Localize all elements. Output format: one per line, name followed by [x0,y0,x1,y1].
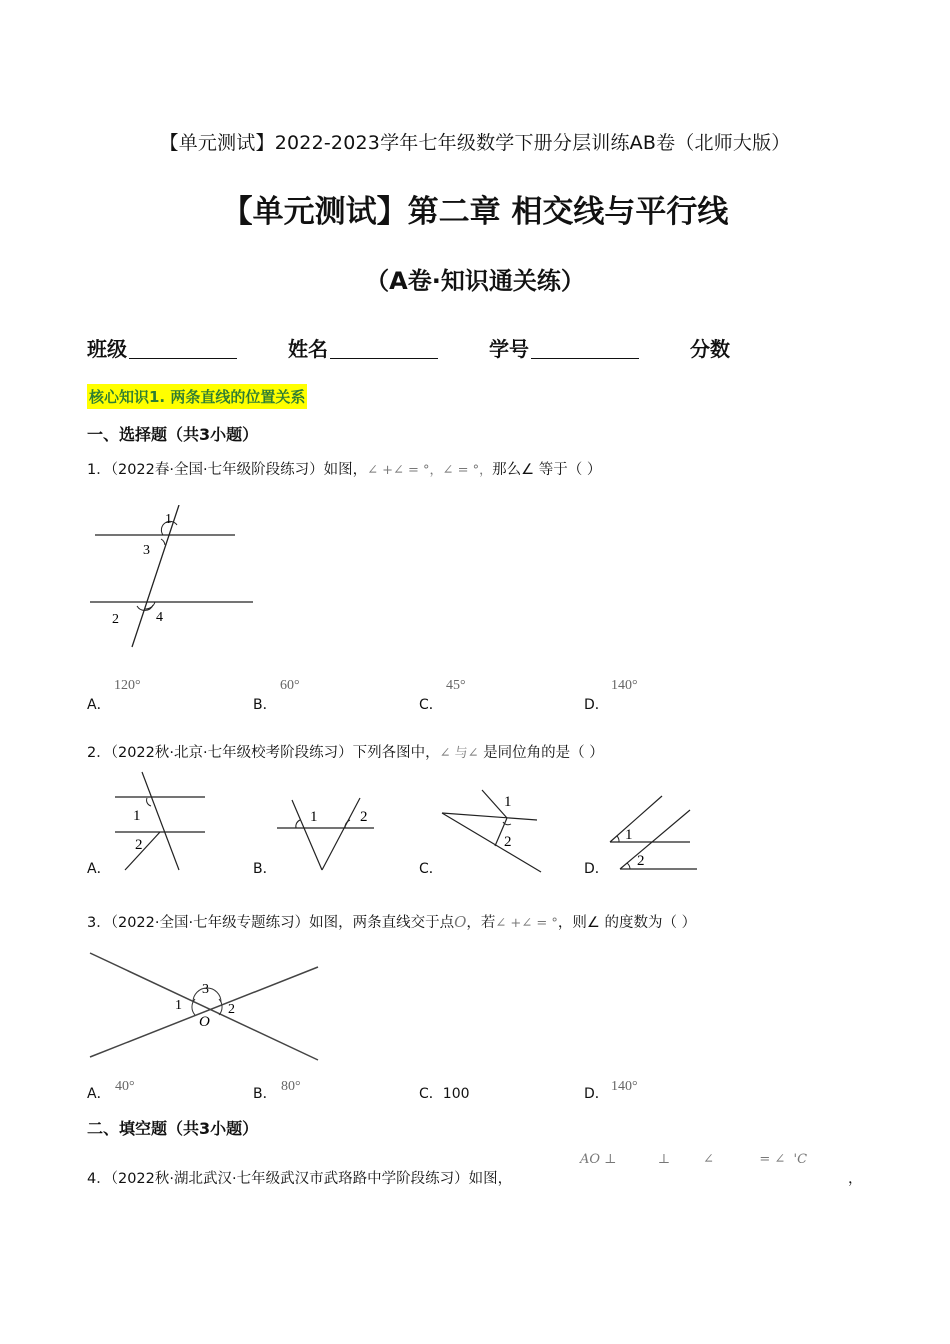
question-3-mid: ，若 [466,915,496,931]
question-1-text: 1．（2022春·全国·七年级阶段练习）如图， [87,462,368,478]
q2-option-d-letter: D． [584,861,609,877]
question-1 [87,458,601,479]
q1-option-c-value: 45° [446,678,466,693]
question-2 [87,741,604,762]
q2-figure-a [105,770,215,875]
q1-option-d-letter: D． [584,697,609,713]
question-2-suffix: 是同位角的是（ ） [478,745,604,761]
q3-label-o: O [199,1014,210,1030]
q2-figure-b [272,790,382,875]
question-1-figure [85,505,260,650]
question-3-point: O [454,913,467,931]
q2b-label-1: 1 [310,809,318,825]
q2d-label-1: 1 [625,827,633,843]
q2a-label-2: 2 [135,837,143,853]
question-2-text: 2．（2022秋·北京·七年级校考阶段练习）下列各图中， [87,745,440,761]
q3-option-b-letter: B． [253,1086,277,1102]
question-4 [87,1167,512,1188]
class-field[interactable] [87,333,237,362]
q3-label-2: 2 [228,1002,235,1017]
question-3-text: 3．（2022·全国·七年级专题练习）如图，两条直线交于点 [87,915,455,931]
q1-label-4: 4 [156,610,163,625]
q3-option-a-value: 40° [115,1079,135,1094]
section-title-choice: 一、选择题（共3小题） [87,425,259,444]
q1-option-c-letter: C． [419,697,443,713]
q1-option-c[interactable] [419,694,443,714]
q2c-label-1: 1 [504,794,512,810]
q3-option-d[interactable] [584,1083,609,1103]
q2-option-c[interactable] [419,858,443,878]
question-4-text: 4．（2022秋·湖北武汉·七年级武汉市武珞路中学阶段练习）如图， [87,1171,513,1187]
q1-option-d[interactable] [584,694,609,714]
q3-option-d-letter: D． [584,1086,609,1102]
q3-option-a[interactable] [87,1083,111,1103]
score-label: 分数 [690,337,730,361]
name-blank[interactable] [330,338,438,359]
question-4-formula: AO ⊥ ⊥ ∠ = ∠ 'C [580,1152,808,1167]
student-no-label: 学号 [489,337,529,361]
q2-figure-d [605,792,705,874]
q3-option-b[interactable] [253,1083,277,1103]
q2-option-a-letter: A． [87,861,111,877]
question-4-tail: ， [848,1171,863,1187]
chapter-title: 【单元测试】第二章 相交线与平行线 [221,194,729,230]
series-title: 【单元测试】2022-2023学年七年级数学下册分层训练AB卷（北师大版） [159,132,791,154]
class-label: 班级 [87,337,127,361]
q2b-label-2: 2 [360,809,368,825]
q3-option-a-letter: A． [87,1086,111,1102]
q1-option-b[interactable] [253,694,277,714]
q2d-label-2: 2 [637,853,645,869]
q3-option-c-value: 100 [442,1086,470,1102]
section-title-fill-in: 二、填空题（共3小题） [87,1119,259,1138]
q1-option-b-value: 60° [280,678,300,693]
q1-option-a[interactable] [87,694,111,714]
q3-label-3: 3 [202,982,209,997]
q1-label-1: 1 [165,512,172,527]
q1-option-b-letter: B． [253,697,277,713]
q3-option-c-letter: C． [419,1086,443,1102]
student-no-field[interactable] [489,333,639,362]
q3-option-b-value: 80° [281,1079,301,1094]
q3-option-d-value: 140° [611,1079,638,1094]
q1-label-2: 2 [112,612,119,627]
question-1-suffix: 那么∠ 等于（ ） [492,462,602,478]
q1-option-a-value: 120° [114,678,141,693]
class-blank[interactable] [129,338,237,359]
q2-option-a[interactable] [87,858,111,878]
q2c-label-2: 2 [504,834,512,850]
name-label: 姓名 [288,337,328,361]
student-no-blank[interactable] [531,338,639,359]
q1-label-3: 3 [143,543,150,558]
question-3 [87,911,696,932]
q3-option-c[interactable] [419,1083,470,1103]
q2-figure-c [437,780,547,875]
volume-title: （A卷·知识通关练） [365,267,585,295]
name-field[interactable] [288,333,438,362]
knowledge-point: 核心知识1. 两条直线的位置关系 [87,384,307,409]
q2-option-b-letter: B． [253,861,277,877]
question-2-formula: ∠ 与∠ [439,746,479,761]
q2a-label-1: 1 [133,808,141,824]
question-3-formula: ∠ +∠ = ° [495,916,558,931]
q2-option-c-letter: C． [419,861,443,877]
question-1-formula: ∠ +∠ = °，∠ = °， [367,463,493,478]
q1-option-a-letter: A． [87,697,111,713]
q1-option-d-value: 140° [611,678,638,693]
q3-label-1: 1 [175,998,182,1013]
question-3-figure [85,945,325,1065]
q2-option-b[interactable] [253,858,277,878]
question-3-suffix: ，则∠ 的度数为（ ） [557,915,697,931]
q2-option-d[interactable] [584,858,609,878]
